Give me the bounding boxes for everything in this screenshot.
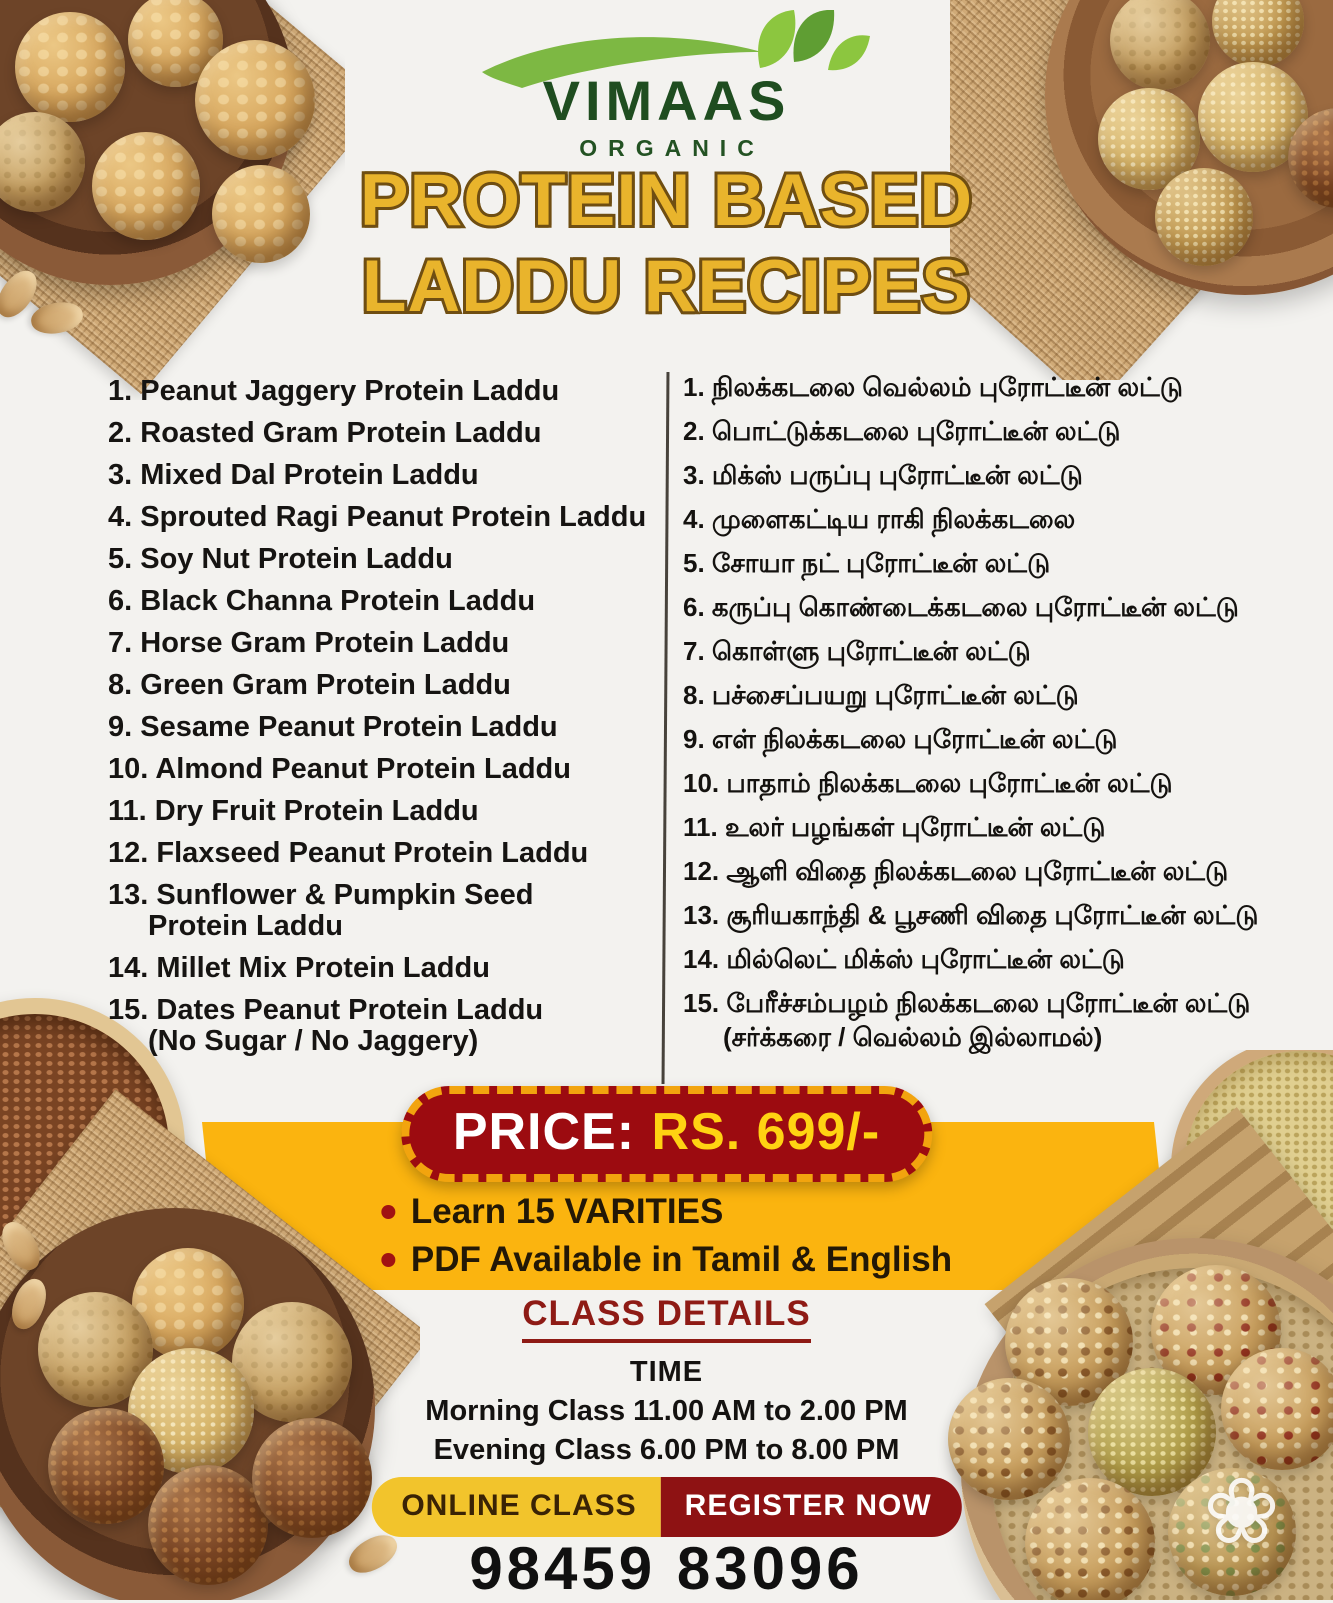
highlight-item [381, 1236, 952, 1284]
recipe-text: உலர் பழங்கள் புரோட்டீன் லட்டு [724, 812, 1106, 842]
recipe-text: பாதாம் நிலக்கடலை புரோட்டீன் லட்டு [726, 768, 1173, 798]
recipe-number: 4. [108, 501, 133, 533]
recipe-text: எள் நிலக்கடலை புரோட்டீன் லட்டு [711, 724, 1118, 754]
highlight-text: Learn 15 VARITIES [410, 1192, 724, 1231]
recipe-item-english [108, 754, 663, 785]
recipe-item-tamil [683, 898, 1293, 932]
recipe-text-line2: (No Sugar / No Jaggery) [148, 1025, 479, 1057]
recipe-item-english [108, 880, 663, 942]
recipe-text: Flaxseed Peanut Protein Laddu [156, 837, 589, 869]
time-label: TIME [629, 1356, 704, 1388]
recipe-item-tamil [683, 766, 1293, 800]
recipe-item-english [108, 544, 663, 575]
recipe-text: Green Gram Protein Laddu [140, 669, 511, 701]
recipe-text: Sunflower & Pumpkin Seed [156, 879, 534, 911]
recipe-item-english [108, 418, 663, 449]
recipe-number: 10. [683, 768, 720, 798]
price-value: RS. 699/- [651, 1103, 881, 1161]
class-details-heading: CLASS DETAILS [522, 1294, 810, 1343]
bullet-dot-icon [381, 1205, 395, 1219]
recipe-number: 1. [683, 372, 705, 402]
recipe-number: 4. [683, 504, 705, 534]
recipe-text: நிலக்கடலை வெல்லம் புரோட்டீன் லட்டு [711, 372, 1183, 402]
recipe-item-tamil [683, 854, 1293, 888]
recipe-number: 7. [683, 636, 705, 666]
recipe-item-english [108, 460, 663, 491]
price-badge [401, 1086, 932, 1182]
recipe-text: Millet Mix Protein Laddu [156, 952, 490, 984]
watermark-flower-icon: ❀ [1203, 1461, 1281, 1563]
recipe-number: 7. [108, 627, 133, 659]
recipe-text: Dates Peanut Protein Laddu [156, 994, 544, 1026]
recipe-text: கருப்பு கொண்டைக்கடலை புரோட்டீன் லட்டு [711, 592, 1239, 622]
recipe-text: ஆளி விதை நிலக்கடலை புரோட்டீன் லட்டு [726, 856, 1229, 886]
recipe-text: Dry Fruit Protein Laddu [154, 795, 479, 827]
register-now-button[interactable]: REGISTER NOW [661, 1477, 962, 1537]
recipe-item-english [108, 670, 663, 701]
recipe-text: முளைகட்டிய ராகி நிலக்கடலை [711, 504, 1076, 534]
recipe-text: பொட்டுக்கடலை புரோட்டீன் லட்டு [711, 416, 1121, 446]
recipe-item-tamil [683, 546, 1293, 580]
recipe-number: 8. [683, 680, 705, 710]
recipe-item-english [108, 586, 663, 617]
recipe-text: மில்லெட் மிக்ஸ் புரோட்டீன் லட்டு [726, 944, 1125, 974]
recipe-item-tamil [683, 502, 1293, 536]
laddu [148, 1465, 268, 1585]
recipe-item-tamil [683, 414, 1293, 448]
recipe-number: 11. [108, 795, 147, 827]
recipe-item-tamil [683, 370, 1293, 404]
recipe-number: 6. [108, 585, 133, 617]
recipe-text-line2: (சர்க்கரை / வெல்லம் இல்லாமல்) [723, 1022, 1103, 1052]
recipe-text: Horse Gram Protein Laddu [140, 627, 510, 659]
recipe-text: கொள்ளு புரோட்டீன் லட்டு [711, 636, 1031, 666]
photo-assorted-laddu-bowl-bottom-left [0, 980, 420, 1600]
online-class-label: ONLINE CLASS [371, 1477, 660, 1537]
recipe-item-tamil [683, 678, 1293, 712]
recipe-text: பச்சைப்பயறு புரோட்டீன் லட்டு [711, 680, 1079, 710]
recipe-item-english [108, 796, 663, 827]
recipe-number: 2. [683, 416, 705, 446]
brand-tagline: ORGANIC [579, 135, 765, 161]
recipe-text: Black Channa Protein Laddu [140, 585, 536, 617]
recipe-number: 1. [108, 375, 133, 407]
recipe-item-tamil [683, 458, 1293, 492]
highlight-text: PDF Available in Tamil & English [410, 1240, 953, 1279]
recipe-item-tamil [683, 810, 1293, 844]
title-line-1: PROTEIN BASED [359, 160, 974, 241]
recipe-text: Mixed Dal Protein Laddu [140, 459, 479, 491]
recipe-text: பேரீச்சம்பழம் நிலக்கடலை புரோட்டீன் லட்டு [726, 988, 1251, 1018]
recipes-list-tamil [683, 370, 1293, 1064]
recipe-number: 13. [108, 879, 149, 911]
recipe-text: Sprouted Ragi Peanut Protein Laddu [140, 501, 647, 533]
recipe-text: மிக்ஸ் பருப்பு புரோட்டீன் லட்டு [711, 460, 1083, 490]
recipe-number: 6. [683, 592, 705, 622]
class-details [0, 1294, 1333, 1467]
recipe-item-english [108, 953, 663, 984]
poster-title [0, 158, 1333, 330]
recipe-number: 14. [108, 952, 149, 984]
recipe-number: 15. [108, 994, 149, 1026]
recipe-item-tamil [683, 722, 1293, 756]
morning-class-time: Morning Class 11.00 AM to 2.00 PM [425, 1395, 908, 1427]
recipe-number: 5. [108, 543, 133, 575]
recipe-text: Roasted Gram Protein Laddu [140, 417, 542, 449]
recipe-item-english [108, 995, 663, 1057]
recipe-item-tamil [683, 942, 1293, 976]
recipe-number: 3. [683, 460, 705, 490]
recipe-item-english [108, 376, 663, 407]
recipe-number: 5. [683, 548, 705, 578]
brand-name: VIMAAS [542, 69, 791, 132]
recipes-list-english [108, 376, 663, 1068]
recipe-text: Peanut Jaggery Protein Laddu [140, 375, 560, 407]
recipe-item-english [108, 712, 663, 743]
recipe-number: 15. [683, 988, 720, 1018]
recipe-text: Sesame Peanut Protein Laddu [140, 711, 558, 743]
recipe-item-tamil [683, 986, 1293, 1054]
recipe-number: 13. [683, 900, 720, 930]
title-line-2: LADDU RECIPES [361, 246, 972, 327]
recipe-number: 12. [108, 837, 149, 869]
highlight-item [381, 1188, 952, 1236]
recipe-number: 12. [683, 856, 720, 886]
bullet-dot-icon [381, 1253, 395, 1267]
cta-bar [371, 1477, 961, 1537]
phone-number[interactable]: 98459 83096 [469, 1535, 864, 1602]
recipe-number: 9. [683, 724, 705, 754]
recipe-item-english [108, 838, 663, 869]
recipe-item-english [108, 502, 663, 533]
recipe-number: 3. [108, 459, 133, 491]
logo [0, 10, 1333, 162]
recipe-number: 11. [683, 812, 718, 842]
recipe-number: 2. [108, 417, 133, 449]
recipe-text: சோயா நட் புரோட்டீன் லட்டு [711, 548, 1051, 578]
recipe-item-tamil [683, 590, 1293, 624]
recipe-text-line2: Protein Laddu [148, 910, 343, 942]
recipe-item-tamil [683, 634, 1293, 668]
recipe-text: Soy Nut Protein Laddu [140, 543, 453, 575]
recipe-number: 14. [683, 944, 720, 974]
recipe-text: Almond Peanut Protein Laddu [155, 753, 571, 785]
recipe-number: 9. [108, 711, 133, 743]
highlights [381, 1188, 952, 1284]
recipe-number: 10. [108, 753, 149, 785]
laddu [1025, 1478, 1155, 1600]
evening-class-time: Evening Class 6.00 PM to 8.00 PM [433, 1434, 900, 1466]
price-label: PRICE: [452, 1103, 636, 1161]
recipe-number: 8. [108, 669, 133, 701]
recipe-text: சூரியகாந்தி & பூசணி விதை புரோட்டீன் லட்டு [726, 900, 1259, 930]
recipe-item-english [108, 628, 663, 659]
